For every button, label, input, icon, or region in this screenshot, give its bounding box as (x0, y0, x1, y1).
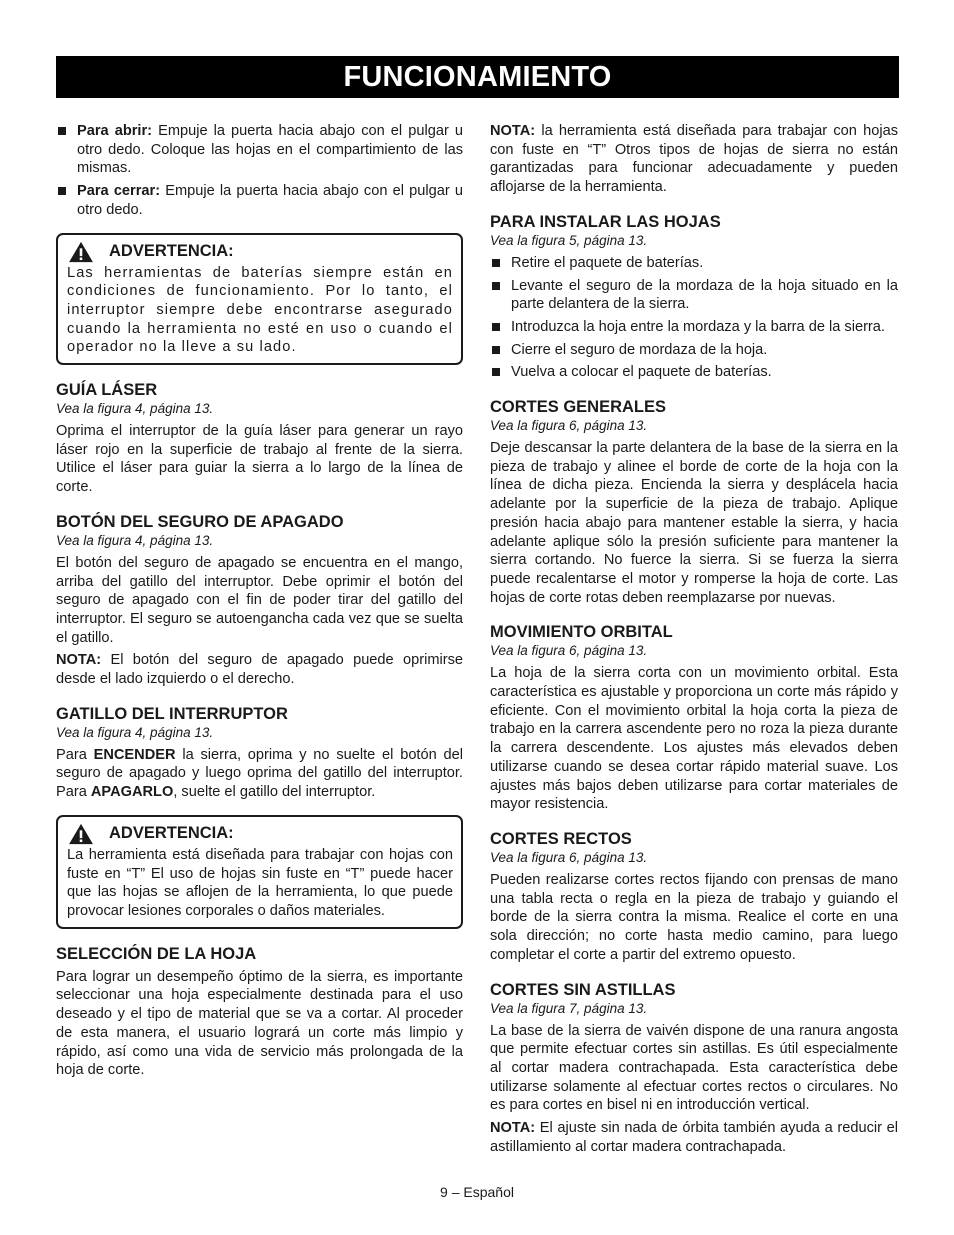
figure-reference: Vea la figura 5, página 13. (490, 232, 648, 248)
right-column (490, 122, 898, 1160)
section-heading: GUÍA LÁSER (56, 381, 158, 400)
section-splinter-free-cuts (490, 980, 898, 1157)
section-heading: GATILLO DEL INTERRUPTOR (56, 704, 288, 723)
section-heading: CORTES GENERALES (490, 398, 667, 417)
bullet-square-icon (492, 346, 500, 354)
list-item (490, 363, 898, 382)
paragraph: Para lograr un desempeño óptimo de la sierra, es importante seleccionar una hoja especialmente destinada para el uso deseado y el tipo de material que se va a cortar. Al proceder de esta manera, el usuario logrará un corte más limpio y rápido, así como una vida de servicio más prolongada de la hoja de corte. (56, 968, 463, 1079)
figure-reference: Vea la figura 6, página 13. (490, 849, 648, 865)
section-heading: BOTÓN DEL SEGURO DE APAGADO (56, 512, 344, 531)
step-text: Cierre el seguro de mordaza de la hoja. (511, 341, 768, 358)
door-instructions (56, 122, 463, 220)
figure-reference: Vea la figura 4, página 13. (56, 724, 214, 740)
figure-reference: Vea la figura 4, página 13. (56, 401, 214, 417)
paragraph: El botón del seguro de apagado se encuentra en el mango, arriba del gatillo del interruptor. Debe oprimir el botón del seguro de apagado con el fin de poder tirar del gatillo del interruptor. El seguro se autoengancha cada vez que se suelta el gatillo. (56, 554, 463, 646)
left-column (56, 122, 463, 1084)
paragraph: Deje descansar la parte delantera de la base de la sierra en la pieza de trabajo y alinee el borde de corte de la hoja con la línea de dicha pieza. Encienda la sierra y desplácela hacia adelante por la superficie de la pieza de trabajo. Aplique presión hacia abajo para mantener estable la sierra, y hacia adelante aplique sólo la presión suficiente para mantener la sierra cortando. No fuerce la sierra. Si se fuerza la sierra puede recalentarse el motor y romperse la hoja de corte. Las hojas de corte rotas deben reemplazarse por nuevas. (490, 440, 898, 606)
warning-box-switch (56, 233, 463, 366)
text-run: Para (56, 746, 94, 763)
warning-heading: ADVERTENCIA: (109, 242, 234, 261)
bullet-text: Empuje la puerta hacia abajo con el pulgar u otro dedo. (77, 183, 463, 218)
section-title-bar (56, 56, 899, 98)
section-install-blades (490, 212, 898, 382)
page-footer: 9 – Español (440, 1184, 514, 1200)
paragraph: La hoja de la sierra corta con un movimiento orbital. Esta característica es ajustable y proporciona un corte más rápido y eficiente. Con el movimiento orbital la hoja corta la pieza de trabajo en la carrera ascendente pero no roza la pieza durante la carrera descendente. Los ajustes más elevados deben utilizarse cuando se desea cortar rápido material suave. Los ajustes más bajos deben utilizarse para cortar materiales de mayor resistencia. (490, 665, 898, 813)
section-orbital-action (490, 622, 898, 814)
bullet-square-icon (492, 259, 500, 267)
section-laser-guide (56, 380, 463, 497)
section-heading: MOVIMIENTO ORBITAL (490, 623, 673, 642)
list-item (490, 318, 898, 337)
section-heading: CORTES SIN ASTILLAS (490, 980, 676, 999)
warning-text: Las herramientas de baterías siempre están en condiciones de funcionamiento. Por lo tanto, el interruptor siempre debe encontrarse asegurado cuando la herramienta no esté en uso o cuando el operador no la lleve a su lado. (67, 264, 453, 356)
install-steps (490, 254, 898, 382)
step-text: Levante el seguro de la mordaza de la hoja situado en la parte delantera de la sierra. (511, 277, 898, 313)
bullet-square-icon (492, 368, 500, 376)
list-item (490, 277, 898, 314)
warning-header (67, 823, 453, 845)
warning-triangle-icon (67, 241, 95, 263)
bold-run: APAGARLO (90, 784, 174, 801)
section-heading: SELECCIÓN DE LA HOJA (56, 944, 257, 963)
paragraph: La base de la sierra de vaivén dispone de una ranura angosta que permite efectuar cortes sin astillas. Es útil especialmente al cortar madera contrachapada. Esta característica debe utilizarse solamente al efectuar cortes rectos o circulares. No es para cortes en bisel ni en introducción vertical. (490, 1022, 898, 1114)
bullet-text: Empuje la puerta hacia abajo con el pulgar u otro dedo. Coloque las hojas en el compartimiento de las mismas. (77, 123, 463, 177)
section-trigger-switch (56, 704, 463, 802)
note-text: El botón del seguro de apagado puede oprimirse desde el lado izquierdo o el derecho. (56, 652, 463, 688)
figure-reference: Vea la figura 4, página 13. (56, 532, 214, 548)
bullet-lead: Para abrir: (77, 123, 153, 139)
section-heading: CORTES RECTOS (490, 829, 632, 848)
note-text: El ajuste sin nada de órbita también ayuda a reducir el astillamiento al cortar madera contrachapada. (490, 1120, 898, 1155)
note-paragraph (490, 1119, 898, 1156)
note-label: NOTA: (490, 123, 536, 139)
section-general-cuts (490, 397, 898, 607)
step-text: Introduzca la hoja entre la mordaza y la barra de la sierra. (511, 318, 885, 335)
warning-triangle-icon (67, 823, 95, 845)
bullet-square-icon (58, 127, 66, 135)
paragraph: Oprima el interruptor de la guía láser para generar un rayo láser rojo en la superficie de trabajo al frente de la sierra. Utilice el láser para guiar la sierra a lo largo de la línea de corte. (56, 423, 463, 496)
bullet-square-icon (492, 323, 500, 331)
section-blade-selection (56, 944, 463, 1080)
text-run: , suelte el gatillo del interruptor. (173, 784, 376, 801)
list-item (490, 254, 898, 273)
warning-heading: ADVERTENCIA: (109, 824, 234, 843)
step-text: Vuelva a colocar el paquete de baterías. (511, 364, 772, 381)
bullet-square-icon (58, 187, 66, 195)
note-paragraph (490, 122, 898, 197)
figure-reference: Vea la figura 6, página 13. (490, 643, 648, 659)
list-item (56, 122, 463, 178)
warning-box-blades (56, 815, 463, 929)
page-title: FUNCIONAMIENTO (343, 60, 612, 93)
paragraph: Pueden realizarse cortes rectos fijando con prensas de mano una tabla recta o regla en la pieza de trabajo y guiando el borde de la sierra contra la misma. Realice el corte en una sola dirección; no corte hasta medio camino, para luego completar el corte a partir del extremo opuesto. (490, 871, 898, 963)
warning-header (67, 241, 453, 263)
section-straight-cuts (490, 829, 898, 965)
bullet-lead: Para cerrar: (77, 183, 161, 200)
bullet-square-icon (492, 282, 500, 290)
note-label: NOTA: (56, 652, 102, 669)
paragraph (56, 746, 463, 802)
note-label: NOTA: (490, 1120, 536, 1137)
figure-reference: Vea la figura 6, página 13. (490, 418, 648, 434)
list-item (56, 182, 463, 219)
note-text: la herramienta está diseñada para trabajar con hojas con fuste en “T” Otros tipos de hojas de sierra no están garantizadas para funcionar adecuadamente y pueden aflojarse de la herramienta. (490, 123, 898, 196)
section-heading: PARA INSTALAR LAS HOJAS (490, 212, 721, 231)
warning-text: La herramienta está diseñada para trabajar con hojas con fuste en “T” El uso de hojas sin fuste en “T” puede hacer que las hojas se aflojen de la herramienta, lo que puede provocar lesiones corporales o daños materiales. (67, 846, 453, 919)
figure-reference: Vea la figura 7, página 13. (490, 1000, 648, 1016)
bold-run: ENCENDER (93, 746, 176, 763)
text-run: la sierra, oprima y no suelte el botón del seguro de apagado y luego oprima del gatillo del interruptor. Para (56, 746, 463, 801)
step-text: Retire el paquete de baterías. (511, 254, 704, 271)
section-lockoff-button (56, 512, 463, 689)
list-item (490, 341, 898, 360)
note-paragraph (56, 651, 463, 688)
